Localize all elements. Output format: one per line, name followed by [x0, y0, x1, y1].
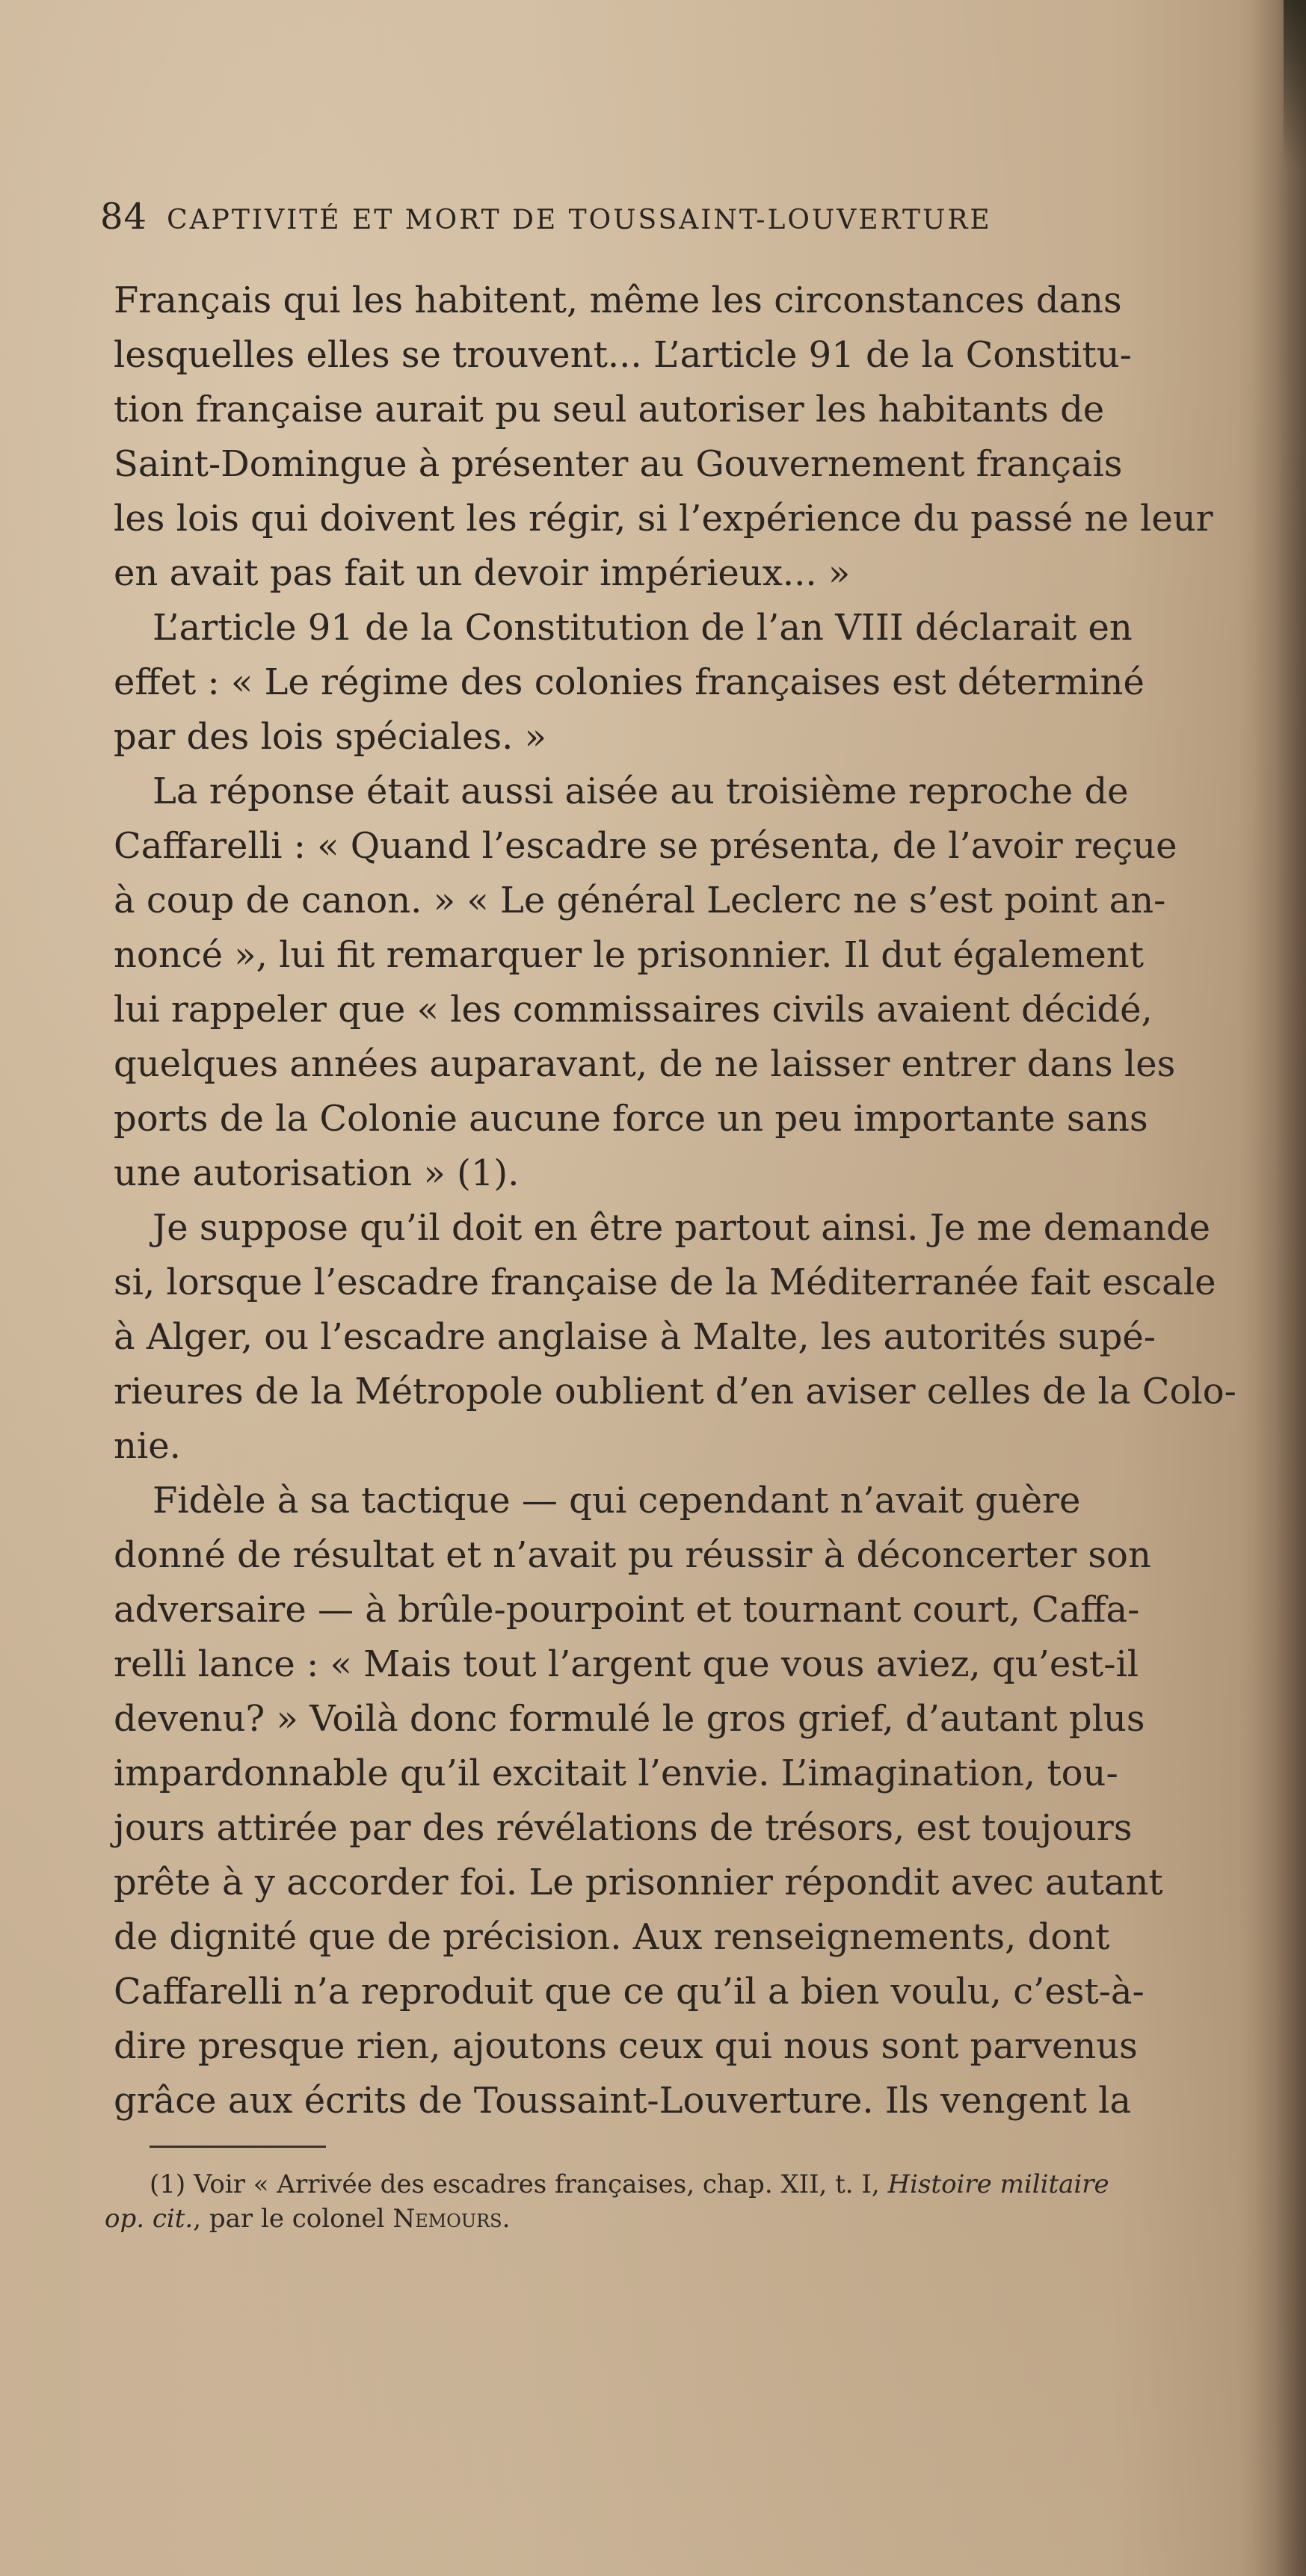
text-line: jours attirée par des révélations de trésors, est toujours [114, 1807, 1133, 1849]
text-line: impardonnable qu’il excitait l’envie. L’imagination, tou- [114, 1752, 1118, 1794]
text-line: les lois qui doivent les régir, si l’expérience du passé ne leur [114, 498, 1213, 540]
text-line: à Alger, ou l’escadre anglaise à Malte, les autorités supé- [114, 1316, 1156, 1358]
text-line: nie. [114, 1425, 181, 1467]
text-line: lui rappeler que « les commissaires civils avaient décidé, [114, 989, 1153, 1031]
text-line: Caffarelli : « Quand l’escadre se présenta, de l’avoir reçue [114, 825, 1177, 867]
text-line: dire presque rien, ajoutons ceux qui nous sont parvenus [114, 2025, 1138, 2067]
page-number: 84 [100, 196, 148, 238]
text-line: tion française aurait pu seul autoriser les habitants de [114, 389, 1105, 430]
footnote-line [105, 2167, 1271, 2202]
text-line: en avait pas fait un devoir impérieux... » [114, 552, 851, 594]
text-line: une autorisation » (1). [114, 1152, 520, 1194]
text-line: à coup de canon. » « Le général Leclerc ne s’est point an- [114, 880, 1166, 921]
text-line: Saint-Domingue à présenter au Gouvernement français [114, 443, 1123, 485]
footnote-work-title: Histoire militaire [887, 2169, 1109, 2199]
paragraph-first-line: Fidèle à sa tactique — qui cependant n’avait guère [153, 1480, 1081, 1522]
text-line: quelques années auparavant, de ne laisser entrer dans les [114, 1043, 1176, 1085]
text-line: donné de résultat et n’avait pu réussir à déconcerter son [114, 1534, 1151, 1576]
text-line: relli lance : « Mais tout l’argent que vous aviez, qu’est-il [114, 1643, 1139, 1685]
footnote-separator [150, 2146, 326, 2148]
footnote-tail: , par le colonel [193, 2204, 393, 2234]
text-line: Caffarelli n’a reproduit que ce qu’il a bien voulu, c’est-à- [114, 1971, 1145, 2013]
text-line: devenu? » Voilà donc formulé le gros grief, d’autant plus [114, 1698, 1145, 1740]
paragraph-first-line: L’article 91 de la Constitution de l’an VIII déclarait en [153, 607, 1133, 649]
text-line: Français qui les habitent, même les circonstances dans [114, 279, 1122, 321]
text-line: adversaire — à brûle-pourpoint et tournant court, Caffa- [114, 1589, 1140, 1631]
text-line: de dignité que de précision. Aux renseignements, dont [114, 1916, 1110, 1958]
footnote-cit: op. cit. [105, 2204, 194, 2234]
footnote [105, 2167, 1271, 2236]
text-line: par des lois spéciales. » [114, 716, 546, 758]
text-line: si, lorsque l’escadre française de la Méditerranée fait escale [114, 1261, 1216, 1303]
page-corner-shadow [1284, 0, 1306, 164]
paragraph-first-line: Je suppose qu’il doit en être partout ainsi. Je me demande [153, 1207, 1211, 1249]
running-title: CAPTIVITÉ ET MORT DE TOUSSAINT-LOUVERTURE [167, 205, 992, 235]
footnote-end: . [502, 2204, 511, 2234]
paragraph-first-line: La réponse était aussi aisée au troisième reproche de [153, 770, 1129, 812]
text-line: noncé », lui fit remarquer le prisonnier. Il dut également [114, 934, 1145, 976]
text-line: rieures de la Métropole oublient d’en aviser celles de la Colo- [114, 1371, 1236, 1412]
footnote-lead: (1) Voir « Arrivée des escadres françaises, chap. XII, t. I, [150, 2169, 888, 2199]
text-line: grâce aux écrits de Toussaint-Louverture. Ils vengent la [114, 2080, 1132, 2122]
text-line: lesquelles elles se trouvent... L’article 91 de la Constitu- [114, 334, 1132, 376]
body-text [114, 274, 1265, 2128]
text-line: prête à y accorder foi. Le prisonnier répondit avec autant [114, 1862, 1163, 1903]
footnote-author: Nemours [392, 2204, 502, 2234]
running-header [100, 196, 1207, 248]
footnote-line [105, 2202, 1271, 2236]
text-line: effet : « Le régime des colonies françaises est déterminé [114, 661, 1145, 703]
text-line: ports de la Colonie aucune force un peu importante sans [114, 1098, 1148, 1140]
